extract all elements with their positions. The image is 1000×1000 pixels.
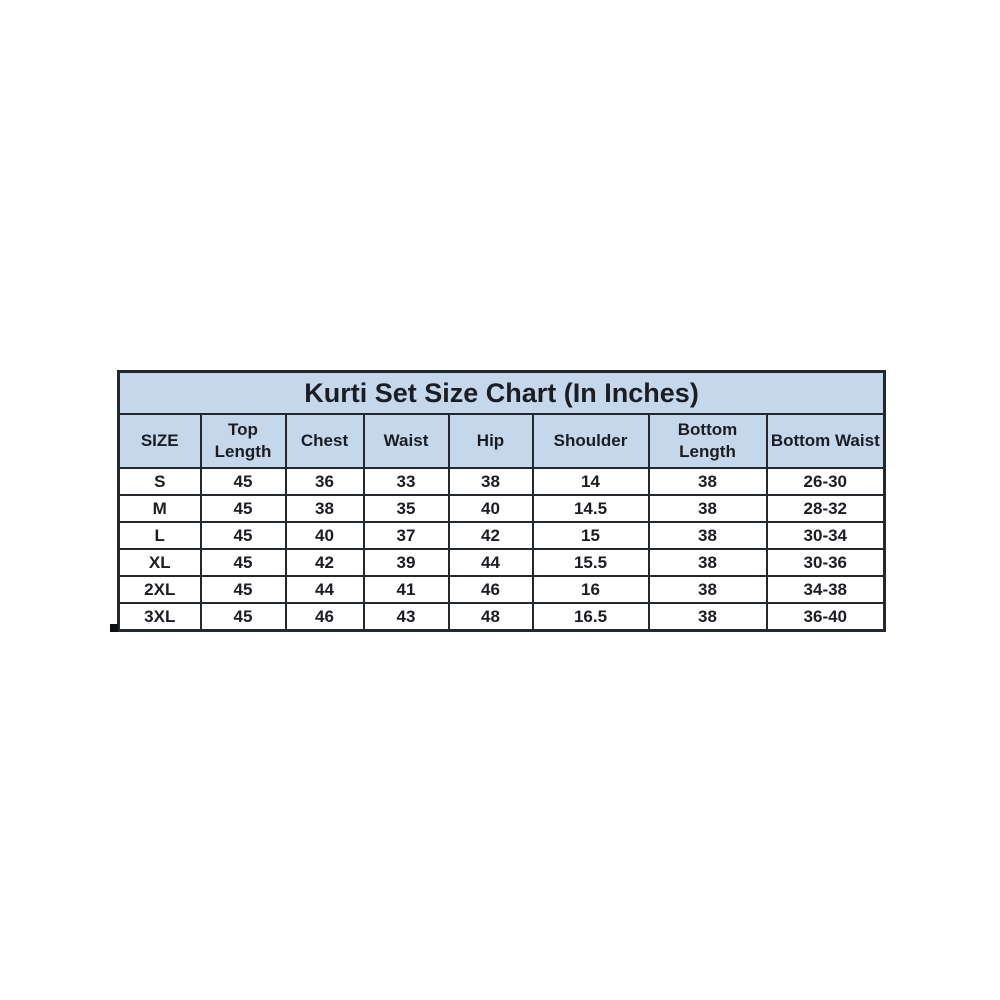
measurement-cell: 26-30: [767, 468, 885, 495]
measurement-cell: 16: [533, 576, 649, 603]
measurement-cell: 35: [364, 495, 449, 522]
measurement-cell: 33: [364, 468, 449, 495]
measurement-cell: 41: [364, 576, 449, 603]
measurement-cell: 44: [449, 549, 533, 576]
measurement-cell: 40: [449, 495, 533, 522]
measurement-cell: 48: [449, 603, 533, 631]
size-cell: M: [119, 495, 201, 522]
measurement-cell: 45: [201, 495, 286, 522]
measurement-cell: 38: [649, 603, 767, 631]
size-cell: S: [119, 468, 201, 495]
measurement-cell: 45: [201, 576, 286, 603]
measurement-cell: 38: [286, 495, 364, 522]
measurement-cell: 38: [449, 468, 533, 495]
measurement-cell: 45: [201, 522, 286, 549]
measurement-cell: 44: [286, 576, 364, 603]
measurement-cell: 45: [201, 603, 286, 631]
measurement-cell: 46: [449, 576, 533, 603]
size-cell: L: [119, 522, 201, 549]
measurement-cell: 36-40: [767, 603, 885, 631]
measurement-cell: 16.5: [533, 603, 649, 631]
measurement-cell: 15: [533, 522, 649, 549]
measurement-cell: 38: [649, 522, 767, 549]
column-header-shoulder: Shoulder: [533, 414, 649, 468]
column-header-waist: Waist: [364, 414, 449, 468]
measurement-cell: 15.5: [533, 549, 649, 576]
size-chart-table: [117, 370, 883, 632]
size-cell: 2XL: [119, 576, 201, 603]
measurement-cell: 46: [286, 603, 364, 631]
measurement-cell: 38: [649, 495, 767, 522]
measurement-cell: 39: [364, 549, 449, 576]
measurement-cell: 38: [649, 549, 767, 576]
size-chart: [117, 370, 886, 632]
measurement-cell: 34-38: [767, 576, 885, 603]
measurement-cell: 43: [364, 603, 449, 631]
title-row: [119, 372, 885, 415]
measurement-cell: 37: [364, 522, 449, 549]
measurement-cell: 38: [649, 468, 767, 495]
measurement-cell: 14: [533, 468, 649, 495]
measurement-cell: 30-34: [767, 522, 885, 549]
size-cell: XL: [119, 549, 201, 576]
column-header-bottom-length: Bottom Length: [649, 414, 767, 468]
measurement-cell: 38: [649, 576, 767, 603]
measurement-cell: 28-32: [767, 495, 885, 522]
table-row: [119, 495, 885, 522]
column-header-size: SIZE: [119, 414, 201, 468]
measurement-cell: 42: [286, 549, 364, 576]
column-header-top-length: Top Length: [201, 414, 286, 468]
table-row: [119, 549, 885, 576]
measurement-cell: 36: [286, 468, 364, 495]
table-row: [119, 576, 885, 603]
header-row: [119, 414, 885, 468]
table-row: [119, 603, 885, 631]
measurement-cell: 30-36: [767, 549, 885, 576]
table-row: [119, 522, 885, 549]
resize-handle-icon: [110, 624, 118, 632]
measurement-cell: 14.5: [533, 495, 649, 522]
column-header-chest: Chest: [286, 414, 364, 468]
measurement-cell: 42: [449, 522, 533, 549]
table-title: Kurti Set Size Chart (In Inches): [119, 372, 885, 415]
size-cell: 3XL: [119, 603, 201, 631]
table-row: [119, 468, 885, 495]
column-header-hip: Hip: [449, 414, 533, 468]
measurement-cell: 45: [201, 468, 286, 495]
table-body: [119, 468, 885, 631]
measurement-cell: 40: [286, 522, 364, 549]
column-header-bottom-waist: Bottom Waist: [767, 414, 885, 468]
measurement-cell: 45: [201, 549, 286, 576]
